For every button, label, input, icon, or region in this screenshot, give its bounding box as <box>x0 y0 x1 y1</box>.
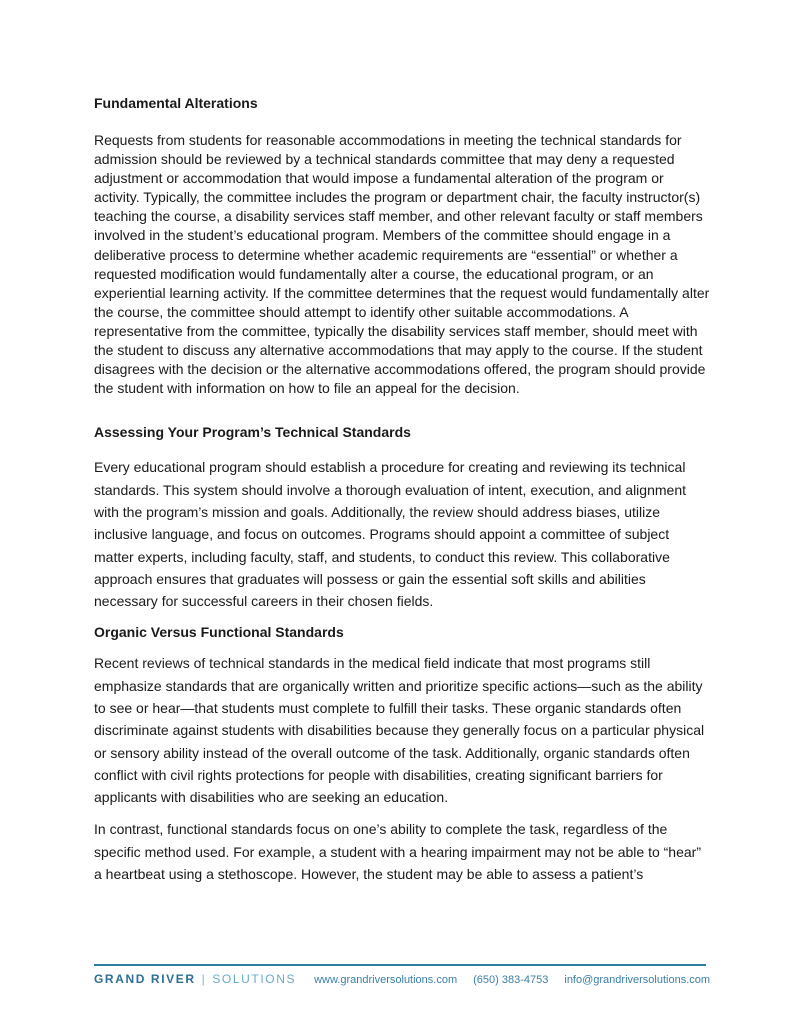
paragraph-functional-standards: In contrast, functional standards focus on one’s ability to complete the task, regardless of the specific method used. For example, a student with a hearing impairment may not be able to “hear” a heartbeat using a stethoscope. However, the student may be able to assess a patient’s <box>94 821 701 883</box>
paragraph-organic-standards: Recent reviews of technical standards in the medical field indicate that most programs still emphasize standards that are organically written and prioritize specific actions—such as the ability to see or hear—that students must complete to fulfill their tasks. These organic standards often discriminate against students with disabilities because they generally focus on a particular physical or sensory ability instead of the overall outcome of the task. Additionally, organic standards often conflict with civil rights protections for people with disabilities, creating significant barriers for applicants with disabilities who are seeking an education. <box>94 655 705 806</box>
footer-divider <box>94 964 706 966</box>
footer-phone[interactable]: (650) 383-4753 <box>473 974 549 986</box>
section-heading-fundamental-alterations: Fundamental Alterations <box>94 95 258 111</box>
brand-logo <box>94 972 296 986</box>
footer <box>94 972 711 986</box>
section-heading-assessing-standards: Assessing Your Program’s Technical Standards <box>94 424 411 441</box>
section-heading-organic-vs-functional: Organic Versus Functional Standards <box>94 624 344 641</box>
paragraph-assessing-standards: Every educational program should establish a procedure for creating and reviewing its technical standards. This system should involve a thorough evaluation of intent, execution, and alignment with the program’s mission and goals. Additionally, the review should address biases, utilize inclusive language, and focus on outcomes. Programs should appoint a committee of subject matter experts, including faculty, staff, and students, to conduct this review. This collaborative approach ensures that graduates will possess or gain the essential soft skills and abilities necessary for successful careers in their chosen fields. <box>94 459 686 610</box>
footer-email-link[interactable]: info@grandriversolutions.com <box>564 974 711 986</box>
footer-website-link[interactable]: www.grandriversolutions.com <box>314 974 458 986</box>
brand-name-bold: GRAND RIVER <box>94 972 196 986</box>
paragraph-fundamental-alterations: Requests from students for reasonable accommodations in meeting the technical standards for admission should be reviewed by a technical standards committee that may deny a requested adjustment or accommodation that would impose a fundamental alteration of the program or activity. Typically, the committee includes the program or department chair, the faculty instructor(s) teaching the course, a disability services staff member, and other relevant faculty or staff members involved in the student’s educational program. Members of the committee should engage in a deliberative process to determine whether academic requirements are “essential” or whether a requested modification would fundamentally alter a course, the educational program, or an experiential learning activity. If the committee determines that the request would fundamentally alter the course, the committee should attempt to identify other suitable accommodations. A representative from the committee, typically the disability services staff member, should meet with the student to discuss any alternative accommodations that may apply to the course. If the student disagrees with the decision or the alternative accommodations offered, the program should provide the student with information on how to file an appeal for the decision. <box>94 132 710 397</box>
brand-name-light: SOLUTIONS <box>212 972 297 986</box>
brand-separator: | <box>201 972 207 986</box>
document-body <box>94 93 712 893</box>
